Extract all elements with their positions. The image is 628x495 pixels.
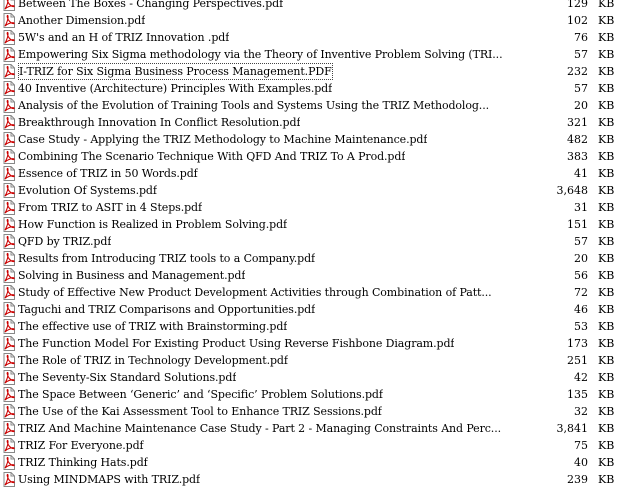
- file-size: 32: [574, 405, 588, 418]
- file-size-unit: KB: [598, 286, 615, 299]
- file-size: 76: [574, 31, 588, 44]
- file-size-unit: KB: [598, 116, 615, 129]
- pdf-file-icon: [2, 64, 16, 79]
- file-row[interactable]: [0, 386, 628, 403]
- pdf-file-icon: [2, 0, 16, 11]
- file-name: Study of Effective New Product Development Activities through Combination of Patt...: [18, 286, 492, 299]
- file-row[interactable]: [0, 369, 628, 386]
- file-size-unit: KB: [598, 269, 615, 282]
- file-size: 129: [567, 0, 588, 10]
- file-row[interactable]: [0, 267, 628, 284]
- pdf-file-icon: [2, 149, 16, 164]
- file-size: 232: [567, 65, 588, 78]
- file-size: 251: [567, 354, 588, 367]
- file-row[interactable]: [0, 420, 628, 437]
- file-size: 57: [574, 235, 588, 248]
- pdf-file-icon: [2, 421, 16, 436]
- file-size: 321: [567, 116, 588, 129]
- file-name: 5W's and an H of TRIZ Innovation .pdf: [18, 31, 230, 44]
- pdf-file-icon: [2, 302, 16, 317]
- file-row[interactable]: [0, 301, 628, 318]
- file-name: Combining The Scenario Technique With QFD And TRIZ To A Prod.pdf: [18, 150, 406, 163]
- file-row[interactable]: [0, 199, 628, 216]
- file-name: Between The Boxes - Changing Perspectives.pdf: [18, 0, 284, 10]
- file-name: The effective use of TRIZ with Brainstorming.pdf: [18, 320, 288, 333]
- file-size: 56: [574, 269, 588, 282]
- file-size-unit: KB: [598, 439, 615, 452]
- pdf-file-icon: [2, 98, 16, 113]
- file-name: Solving in Business and Management.pdf: [18, 269, 246, 282]
- file-size-unit: KB: [598, 133, 615, 146]
- file-row[interactable]: [0, 131, 628, 148]
- pdf-file-icon: [2, 404, 16, 419]
- file-size: 239: [567, 473, 588, 486]
- file-row[interactable]: [0, 403, 628, 420]
- pdf-file-icon: [2, 47, 16, 62]
- file-size: 3,648: [556, 184, 588, 197]
- file-row[interactable]: [0, 12, 628, 29]
- pdf-file-icon: [2, 336, 16, 351]
- file-name: Case Study - Applying the TRIZ Methodology to Machine Maintenance.pdf: [18, 133, 428, 146]
- file-row[interactable]: [0, 182, 628, 199]
- file-row[interactable]: [0, 165, 628, 182]
- file-name: The Role of TRIZ in Technology Development.pdf: [18, 354, 288, 367]
- file-size: 383: [567, 150, 588, 163]
- pdf-file-icon: [2, 251, 16, 266]
- file-row[interactable]: [0, 63, 628, 80]
- file-size: 31: [574, 201, 588, 214]
- file-size-unit: KB: [598, 388, 615, 401]
- file-size: 135: [567, 388, 588, 401]
- file-size: 151: [567, 218, 588, 231]
- file-size: 20: [574, 99, 588, 112]
- file-size-unit: KB: [598, 201, 615, 214]
- file-size-unit: KB: [598, 218, 615, 231]
- file-size: 41: [574, 167, 588, 180]
- pdf-file-icon: [2, 115, 16, 130]
- file-size: 57: [574, 82, 588, 95]
- file-name: How Function is Realized in Problem Solving.pdf: [18, 218, 287, 231]
- pdf-file-icon: [2, 81, 16, 96]
- pdf-file-icon: [2, 234, 16, 249]
- file-name: Using MINDMAPS with TRIZ.pdf: [18, 473, 200, 486]
- file-size: 102: [567, 14, 588, 27]
- file-row[interactable]: [0, 148, 628, 165]
- pdf-file-icon: [2, 183, 16, 198]
- file-row[interactable]: [0, 352, 628, 369]
- pdf-file-icon: [2, 438, 16, 453]
- file-size: 173: [567, 337, 588, 350]
- pdf-file-icon: [2, 387, 16, 402]
- file-size: 57: [574, 48, 588, 61]
- file-row[interactable]: [0, 233, 628, 250]
- pdf-file-icon: [2, 285, 16, 300]
- pdf-file-icon: [2, 166, 16, 181]
- file-row[interactable]: [0, 114, 628, 131]
- file-name: The Use of the Kai Assessment Tool to Enhance TRIZ Sessions.pdf: [18, 405, 382, 418]
- file-name: From TRIZ to ASIT in 4 Steps.pdf: [18, 201, 202, 214]
- pdf-file-icon: [2, 472, 16, 487]
- file-size-unit: KB: [598, 14, 615, 27]
- pdf-file-icon: [2, 200, 16, 215]
- file-size: 482: [567, 133, 588, 146]
- file-size-unit: KB: [598, 65, 615, 78]
- pdf-file-icon: [2, 30, 16, 45]
- file-size-unit: KB: [598, 354, 615, 367]
- file-size-unit: KB: [598, 371, 615, 384]
- file-name: The Seventy-Six Standard Solutions.pdf: [18, 371, 237, 384]
- file-row[interactable]: [0, 80, 628, 97]
- file-size-unit: KB: [598, 252, 615, 265]
- pdf-file-icon: [2, 132, 16, 147]
- file-row[interactable]: [0, 97, 628, 114]
- file-row[interactable]: [0, 471, 628, 488]
- file-size: 53: [574, 320, 588, 333]
- file-name: The Function Model For Existing Product Using Reverse Fishbone Diagram.pdf: [18, 337, 455, 350]
- pdf-file-icon: [2, 353, 16, 368]
- file-size-unit: KB: [598, 167, 615, 180]
- file-size-unit: KB: [598, 320, 615, 333]
- file-name: 40 Inventive (Architecture) Principles With Examples.pdf: [18, 82, 333, 95]
- pdf-file-icon: [2, 268, 16, 283]
- file-name: Results from Introducing TRIZ tools to a Company.pdf: [18, 252, 316, 265]
- file-size: 40: [574, 456, 588, 469]
- pdf-file-icon: [2, 13, 16, 28]
- file-row[interactable]: [0, 335, 628, 352]
- file-row[interactable]: [0, 454, 628, 471]
- file-size: 42: [574, 371, 588, 384]
- file-name: QFD by TRIZ.pdf: [18, 235, 112, 248]
- file-size-unit: KB: [598, 150, 615, 163]
- pdf-file-icon: [2, 217, 16, 232]
- file-size-unit: KB: [598, 48, 615, 61]
- file-name: TRIZ And Machine Maintenance Case Study - Part 2 - Managing Constraints And Perc...: [18, 422, 501, 435]
- pdf-file-icon: [2, 370, 16, 385]
- file-name: TRIZ Thinking Hats.pdf: [18, 456, 148, 469]
- file-name: Empowering Six Sigma methodology via the Theory of Inventive Problem Solving (TRI...: [18, 48, 503, 61]
- file-name: Breakthrough Innovation In Conflict Resolution.pdf: [18, 116, 301, 129]
- file-size-unit: KB: [598, 31, 615, 44]
- file-name: TRIZ For Everyone.pdf: [18, 439, 144, 452]
- file-name: I-TRIZ for Six Sigma Business Process Management.PDF: [19, 65, 332, 78]
- file-row[interactable]: [0, 0, 628, 12]
- file-size-unit: KB: [598, 82, 615, 95]
- file-size: 20: [574, 252, 588, 265]
- file-size-unit: KB: [598, 303, 615, 316]
- file-size-unit: KB: [598, 99, 615, 112]
- file-name: Evolution Of Systems.pdf: [18, 184, 157, 197]
- file-row[interactable]: [0, 29, 628, 46]
- file-size-unit: KB: [598, 337, 615, 350]
- file-row[interactable]: [0, 318, 628, 335]
- file-name: Another Dimension.pdf: [18, 14, 146, 27]
- file-size-unit: KB: [598, 405, 615, 418]
- file-size: 46: [574, 303, 588, 316]
- file-row[interactable]: [0, 46, 628, 63]
- file-size-unit: KB: [598, 235, 615, 248]
- file-size: 72: [574, 286, 588, 299]
- file-size-unit: KB: [598, 0, 615, 10]
- file-row[interactable]: [0, 250, 628, 267]
- file-size: 3,841: [556, 422, 588, 435]
- file-row[interactable]: [0, 216, 628, 233]
- file-size-unit: KB: [598, 184, 615, 197]
- file-size-unit: KB: [598, 422, 615, 435]
- file-name: Taguchi and TRIZ Comparisons and Opportunities.pdf: [18, 303, 316, 316]
- pdf-file-icon: [2, 455, 16, 470]
- file-name: Essence of TRIZ in 50 Words.pdf: [18, 167, 198, 180]
- file-row[interactable]: [0, 284, 628, 301]
- file-size-unit: KB: [598, 473, 615, 486]
- file-name: The Space Between ‘Generic’ and ‘Specific’ Problem Solutions.pdf: [18, 388, 383, 401]
- file-size-unit: KB: [598, 456, 615, 469]
- file-size: 75: [574, 439, 588, 452]
- file-row[interactable]: [0, 437, 628, 454]
- pdf-file-icon: [2, 319, 16, 334]
- file-name: Analysis of the Evolution of Training Tools and Systems Using the TRIZ Methodolog...: [18, 99, 489, 112]
